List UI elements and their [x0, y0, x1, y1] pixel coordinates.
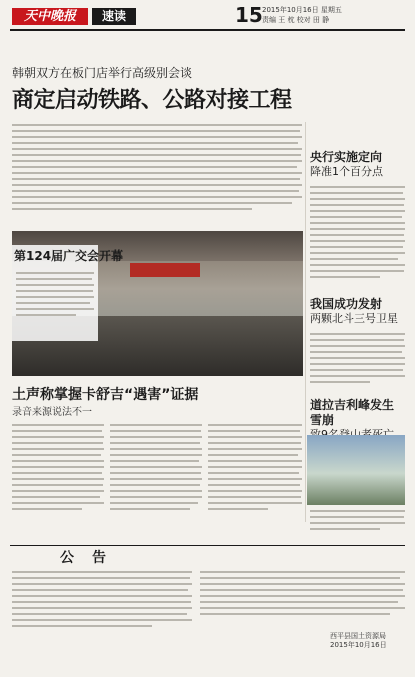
- side-story-beidou: [310, 297, 405, 326]
- side-story-avalanche-head: 道拉吉利峰发生雪崩: [310, 398, 395, 427]
- fair-story-body: [16, 272, 94, 316]
- notice-date: 2015年10月16日: [330, 641, 387, 649]
- notice-body-left: [12, 571, 192, 627]
- main-story-kicker: 韩朝双方在板门店举行高级别会谈: [12, 66, 193, 80]
- side-story-beidou-sub: 两颗北斗三号卫星: [310, 312, 398, 325]
- fair-story-title: 第124届广交会开幕: [14, 249, 124, 263]
- editors-line: 责编 王 枕 校对 田 静: [262, 16, 330, 24]
- photo-banner: [130, 263, 200, 277]
- page-number: 15: [235, 3, 263, 27]
- issue-date-line: 2015年10月16日 星期五: [262, 6, 342, 14]
- side-story-beidou-head: 我国成功发射: [310, 297, 383, 311]
- main-story-headline: 商定启动铁路、公路对接工程: [12, 88, 292, 113]
- column-divider: [305, 122, 306, 522]
- side-story-rrr-head: 央行实施定向: [310, 150, 383, 164]
- khashoggi-story-col2: [110, 424, 202, 510]
- notice-issuer: 西平县国土资源局: [330, 632, 386, 640]
- side-story-rrr: [310, 150, 405, 179]
- masthead-rule: [10, 29, 405, 31]
- avalanche-photo: [307, 435, 405, 505]
- khashoggi-story-col3: [208, 424, 302, 510]
- khashoggi-story-kicker: 录音来源说法不一: [12, 407, 92, 418]
- section-tag: 速读: [92, 8, 136, 25]
- main-story-body: [12, 124, 302, 210]
- side-story-rrr-body: [310, 186, 405, 278]
- notice-title: 公告: [60, 550, 124, 566]
- notice-body-right: [200, 571, 405, 615]
- side-story-rrr-sub: 降准1个百分点: [310, 165, 383, 178]
- avalanche-caption: [310, 510, 405, 530]
- newspaper-logo: 天中晚报: [12, 8, 88, 25]
- khashoggi-story-headline: 土声称掌握卡舒吉“遇害”证据: [12, 387, 199, 403]
- khashoggi-story-col1: [12, 424, 104, 510]
- side-story-beidou-body: [310, 333, 405, 383]
- notice-rule: [10, 545, 405, 546]
